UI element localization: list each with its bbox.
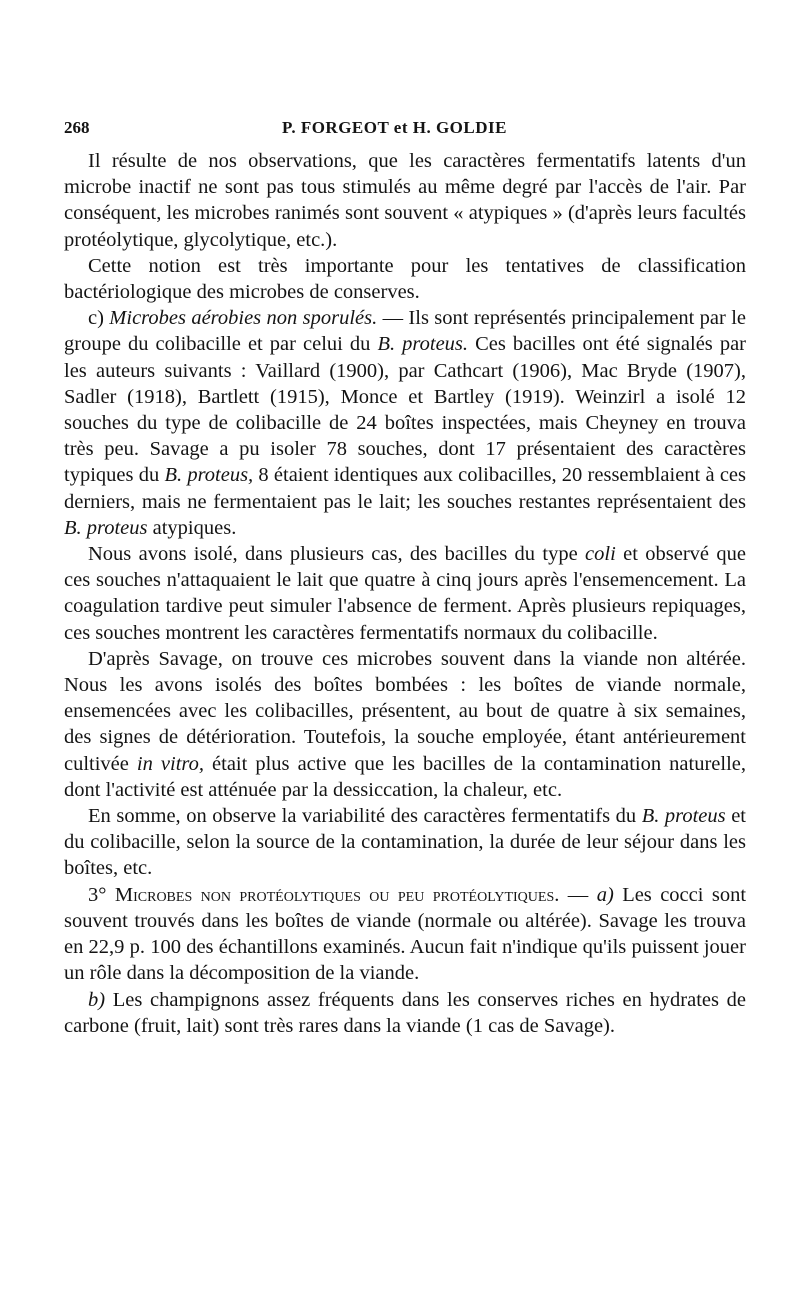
paragraph-3-text-1: — Ils sont représentés principalement par le groupe du colibacille et par celui du: [64, 307, 746, 356]
paragraph-6: [64, 803, 746, 882]
page-number: 268: [64, 118, 90, 137]
paragraph-1: [64, 148, 746, 253]
paragraph-8: [64, 987, 746, 1039]
section-label: c): [88, 307, 104, 330]
section-number: 3°: [88, 883, 107, 906]
paragraph-2-text: Cette notion est très importante pour les tentatives de classification bactériologique des microbes de conserves.: [64, 254, 746, 304]
paragraph-4: [64, 541, 746, 646]
species-name: B. proteus,: [164, 464, 254, 487]
paragraph-4-text-1: Nous avons isolé, dans plusieurs cas, des bacilles du type: [88, 543, 586, 566]
species-name: coli: [585, 543, 616, 566]
paragraph-5-text-1: D'après Savage, on trouve ces microbes souvent dans la viande non altérée. Nous les avons isolés des boîtes bombées : les boîtes de viande normale, ensemencées avec les colibacilles, présentent, au bout de quatre à six semaines, des signes de détérioration. Toutefois, la souche employée, étant antérieurement cultivée: [64, 647, 746, 775]
paragraph-5: [64, 646, 746, 803]
paragraph-5-text-2: était plus active que les bacilles de la contamination naturelle, dont l'activité est atténuée par la dessiccation, la chaleur, etc.: [64, 752, 746, 801]
paragraph-7-text-2: Les cocci sont souvent trouvés dans les boîtes de viande (normale ou altérée). Savage les trouva en 22,9 p. 100 des échantillons examinés. Aucun fait n'indique qu'ils puissent jouer un rôle dans la décomposition de la viande.: [64, 883, 747, 985]
paragraph-3: [64, 305, 746, 541]
paragraph-7-text-1: —: [559, 883, 597, 906]
species-name: B. proteus: [641, 805, 726, 828]
document-page: [64, 112, 746, 1039]
body-text: [64, 148, 746, 1039]
paragraph-7: [64, 882, 746, 987]
subsection-label: a): [596, 883, 614, 906]
latin-term: in vitro,: [136, 752, 204, 775]
paragraph-8-text: Les champignons assez fréquents dans les conserves riches en hydrates de carbone (fruit, lait) sont très rares dans la viande (1 cas de Savage).: [64, 988, 746, 1037]
paragraph-3-text-3: 8 étaient identiques aux colibacilles, 20 ressemblaient à ces derniers, mais ne fermentaient pas le lait; les souches restantes représentaient des: [64, 464, 746, 513]
page-header: [64, 112, 746, 148]
paragraph-3-text-2: Ces bacilles ont été signalés par les auteurs suivants : Vaillard (1900), par Cathcart (1906), Mac Bryde (1907), Sadler (1918), Bartlett (1915), Monce et Bartley (1919). Weinzirl a isolé 12 souches du type de colibacille de 24 boîtes inspectées, mais Cheyney en trouva très peu. Savage a pu isoler 78 souches, dont 17 présentaient des caractères typiques du: [64, 333, 747, 487]
section-heading: Microbes non protéolytiques ou peu protéolytiques.: [114, 883, 560, 906]
paragraph-1-text: Il résulte de nos observations, que les caractères fermentatifs latents d'un microbe inactif ne sont pas tous stimulés au même degré par l'accès de l'air. Par conséquent, les microbes ranimés sont souvent « atypiques » (d'après leurs facultés protéolytique, glycolytique, etc.).: [64, 150, 746, 251]
species-name: B. proteus.: [377, 333, 469, 356]
paragraph-6-text-2: et du colibacille, selon la source de la contamination, la durée de leur séjour dans les boîtes, etc.: [64, 805, 746, 880]
running-head: P. FORGEOT et H. GOLDIE: [282, 118, 507, 137]
paragraph-6-text-1: En somme, on observe la variabilité des caractères fermentatifs du: [88, 805, 642, 828]
paragraph-3-text-4: atypiques.: [147, 516, 237, 539]
species-name: B. proteus: [64, 516, 148, 539]
paragraph-2: [64, 253, 746, 305]
paragraph-4-text-2: et observé que ces souches n'attaquaient le lait que quatre à cinq jours après l'ensemencement. La coagulation tardive peut simuler l'absence de ferment. Après plusieurs repiquages, ces souches montrent les caractères fermentatifs normaux du colibacille.: [64, 543, 746, 644]
section-heading: Microbes aérobies non sporulés.: [109, 307, 378, 330]
subsection-label: b): [88, 988, 106, 1011]
